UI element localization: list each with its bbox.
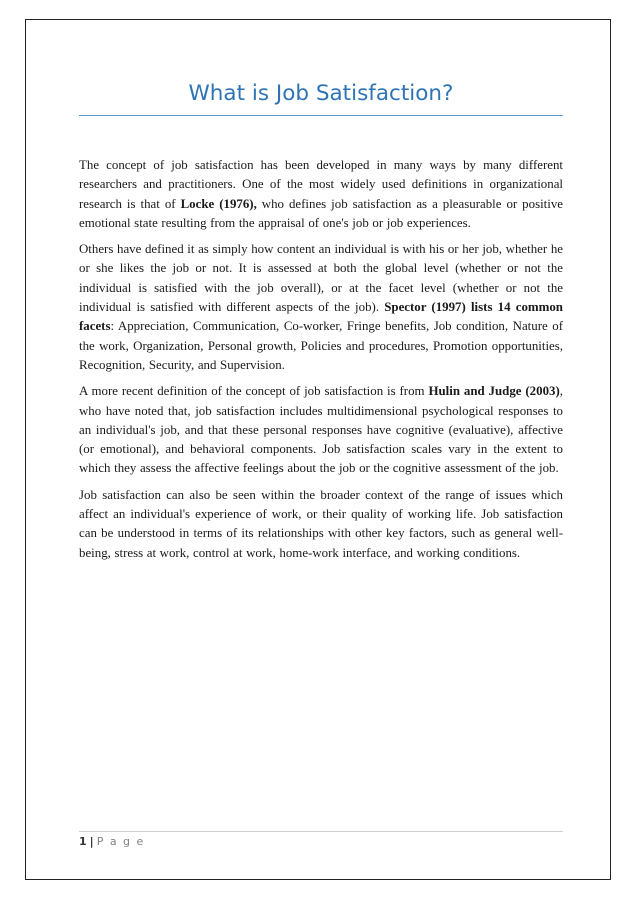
page-footer bbox=[79, 835, 145, 848]
paragraph-text: Others have defined it as simply how content an individual is with his or her job, whether he or she likes the job or not. It is assessed at both the global level (whether or not the individual is satisfied with the job overall), or at the facet level (whether or not the individual is satisfied with different aspects of the job). bbox=[79, 242, 563, 315]
citation-locke: Locke (1976), bbox=[180, 196, 257, 211]
page-title: What is Job Satisfaction? bbox=[188, 81, 454, 106]
body-text bbox=[79, 156, 563, 570]
paragraph-text: , who have noted that, job satisfaction includes multidimensional psychological responses to an individual's job, and that these personal responses have cognitive (evaluative), affective (or emotional), and behavioral components. Job satisfaction scales vary in the extent to which they assess the affective feelings about the job or the cognitive assessment of the job. bbox=[79, 384, 563, 476]
paragraph-2 bbox=[79, 240, 563, 375]
paragraph-text: who defines job satisfaction as a pleasurable or positive emotional state resulting from the appraisal of one's job or job experiences. bbox=[79, 196, 563, 230]
footer-separator: | bbox=[89, 835, 94, 848]
paragraph-text: The concept of job satisfaction has been developed in many ways by many different researchers and practitioners. One of the most widely used definitions in organizational research is that of bbox=[79, 158, 563, 211]
footer-divider bbox=[79, 831, 563, 832]
page-label: P a g e bbox=[96, 835, 145, 848]
paragraph-4 bbox=[79, 486, 563, 563]
citation-hulin-judge: Hulin and Judge (2003) bbox=[428, 384, 560, 399]
title-underline bbox=[79, 115, 563, 116]
paragraph-text: A more recent definition of the concept of job satisfaction is from bbox=[79, 384, 429, 399]
paragraph-text: Job satisfaction can also be seen within the broader context of the range of issues which affect an individual's experience of work, or their quality of working life. Job satisfaction can be understood in terms of its relationships with other key factors, such as general well-being, stress at work, control at work, home-work interface, and working conditions. bbox=[79, 487, 563, 560]
paragraph-text: : Appreciation, Communication, Co-worker, Fringe benefits, Job condition, Nature of the work, Organization, Personal growth, Policies and procedures, Promotion opportunities, Recognition, Security, and Supervision. bbox=[79, 319, 563, 372]
citation-spector: Spector (1997) lists 14 common facets bbox=[79, 300, 563, 334]
paragraph-1 bbox=[79, 156, 563, 233]
paragraph-3 bbox=[79, 382, 563, 478]
page-number: 1 bbox=[79, 835, 87, 848]
